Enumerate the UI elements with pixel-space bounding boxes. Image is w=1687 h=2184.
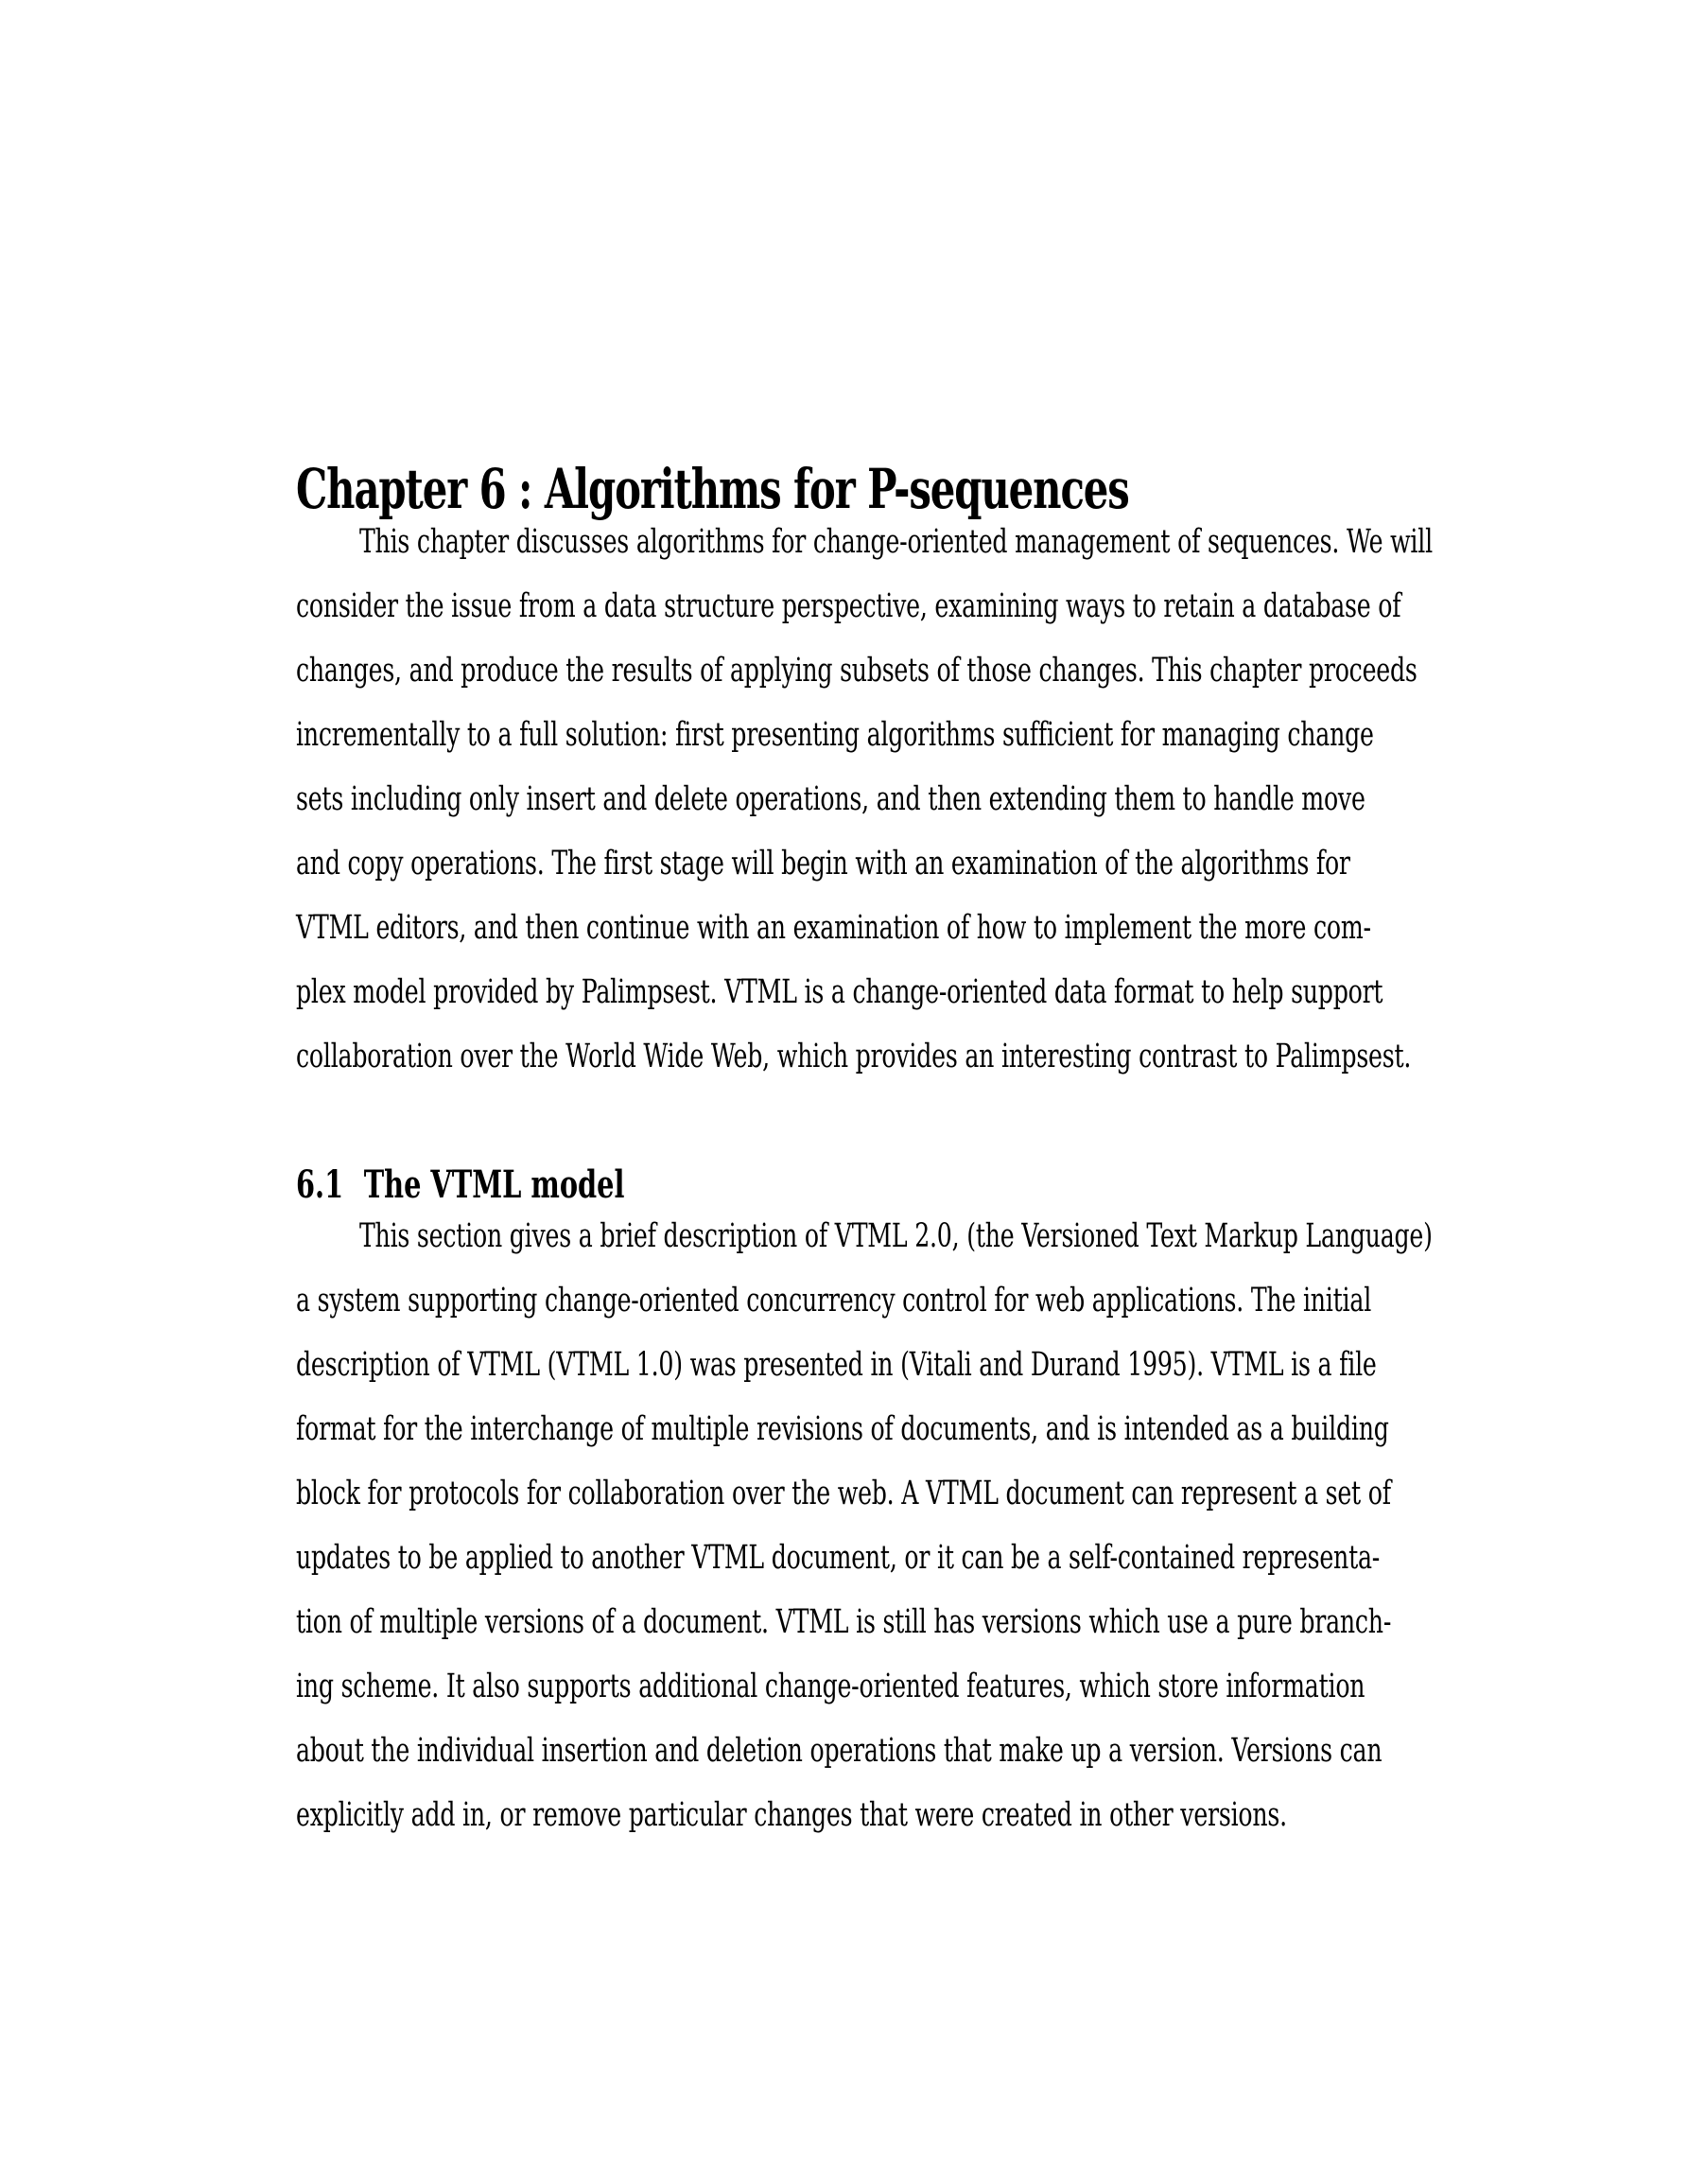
text-line: description of VTML (VTML 1.0) was presented in (Vitali and Durand 1995). VTML is a file [296, 1346, 1377, 1384]
paragraph [296, 510, 1515, 1089]
text-line: updates to be applied to another VTML document, or it can be a self-contained representa- [296, 1539, 1381, 1577]
text-line: VTML editors, and then continue with an examination of how to implement the more com- [296, 909, 1371, 947]
section-title: The VTML model [363, 1162, 625, 1208]
text-line: a system supporting change-oriented concurrency control for web applications. The initial [296, 1282, 1372, 1319]
text-line: tion of multiple versions of a document. VTML is still has versions which use a pure branch- [296, 1603, 1392, 1641]
text-line: ing scheme. It also supports additional change-oriented features, which store information [296, 1668, 1365, 1705]
text-line: This chapter discusses algorithms for change-oriented management of sequences. We will [358, 523, 1433, 561]
section-heading [296, 1162, 624, 1207]
text-line: collaboration over the World Wide Web, which provides an interesting contrast to Palimpsest. [296, 1038, 1412, 1075]
text-line: This section gives a brief description of VTML 2.0, (the Versioned Text Markup Language) [358, 1217, 1433, 1255]
text-line: sets including only insert and delete operations, and then extending them to handle move [296, 780, 1365, 818]
chapter-title: Chapter 6 : Algorithms for P-sequences [296, 456, 1129, 521]
text-layer [296, 0, 1535, 2184]
text-line: block for protocols for collaboration over the web. A VTML document can represent a set of [296, 1475, 1391, 1512]
paragraph [296, 1204, 1515, 1847]
text-line: and copy operations. The first stage will begin with an examination of the algorithms for [296, 845, 1350, 882]
text-line: explicitly add in, or remove particular changes that were created in other versions. [296, 1796, 1287, 1834]
text-line: plex model provided by Palimpsest. VTML is a change-oriented data format to help support [296, 973, 1383, 1011]
text-line: format for the interchange of multiple revisions of documents, and is intended as a building [296, 1410, 1389, 1448]
section-number: 6.1 [296, 1162, 344, 1208]
text-line: incrementally to a full solution: first presenting algorithms sufficient for managing change [296, 716, 1374, 754]
text-line: about the individual insertion and deletion operations that make up a version. Versions can [296, 1732, 1383, 1770]
text-line: consider the issue from a data structure perspective, examining ways to retain a database of [296, 587, 1401, 625]
text-line: changes, and produce the results of applying subsets of those changes. This chapter proceeds [296, 652, 1417, 690]
